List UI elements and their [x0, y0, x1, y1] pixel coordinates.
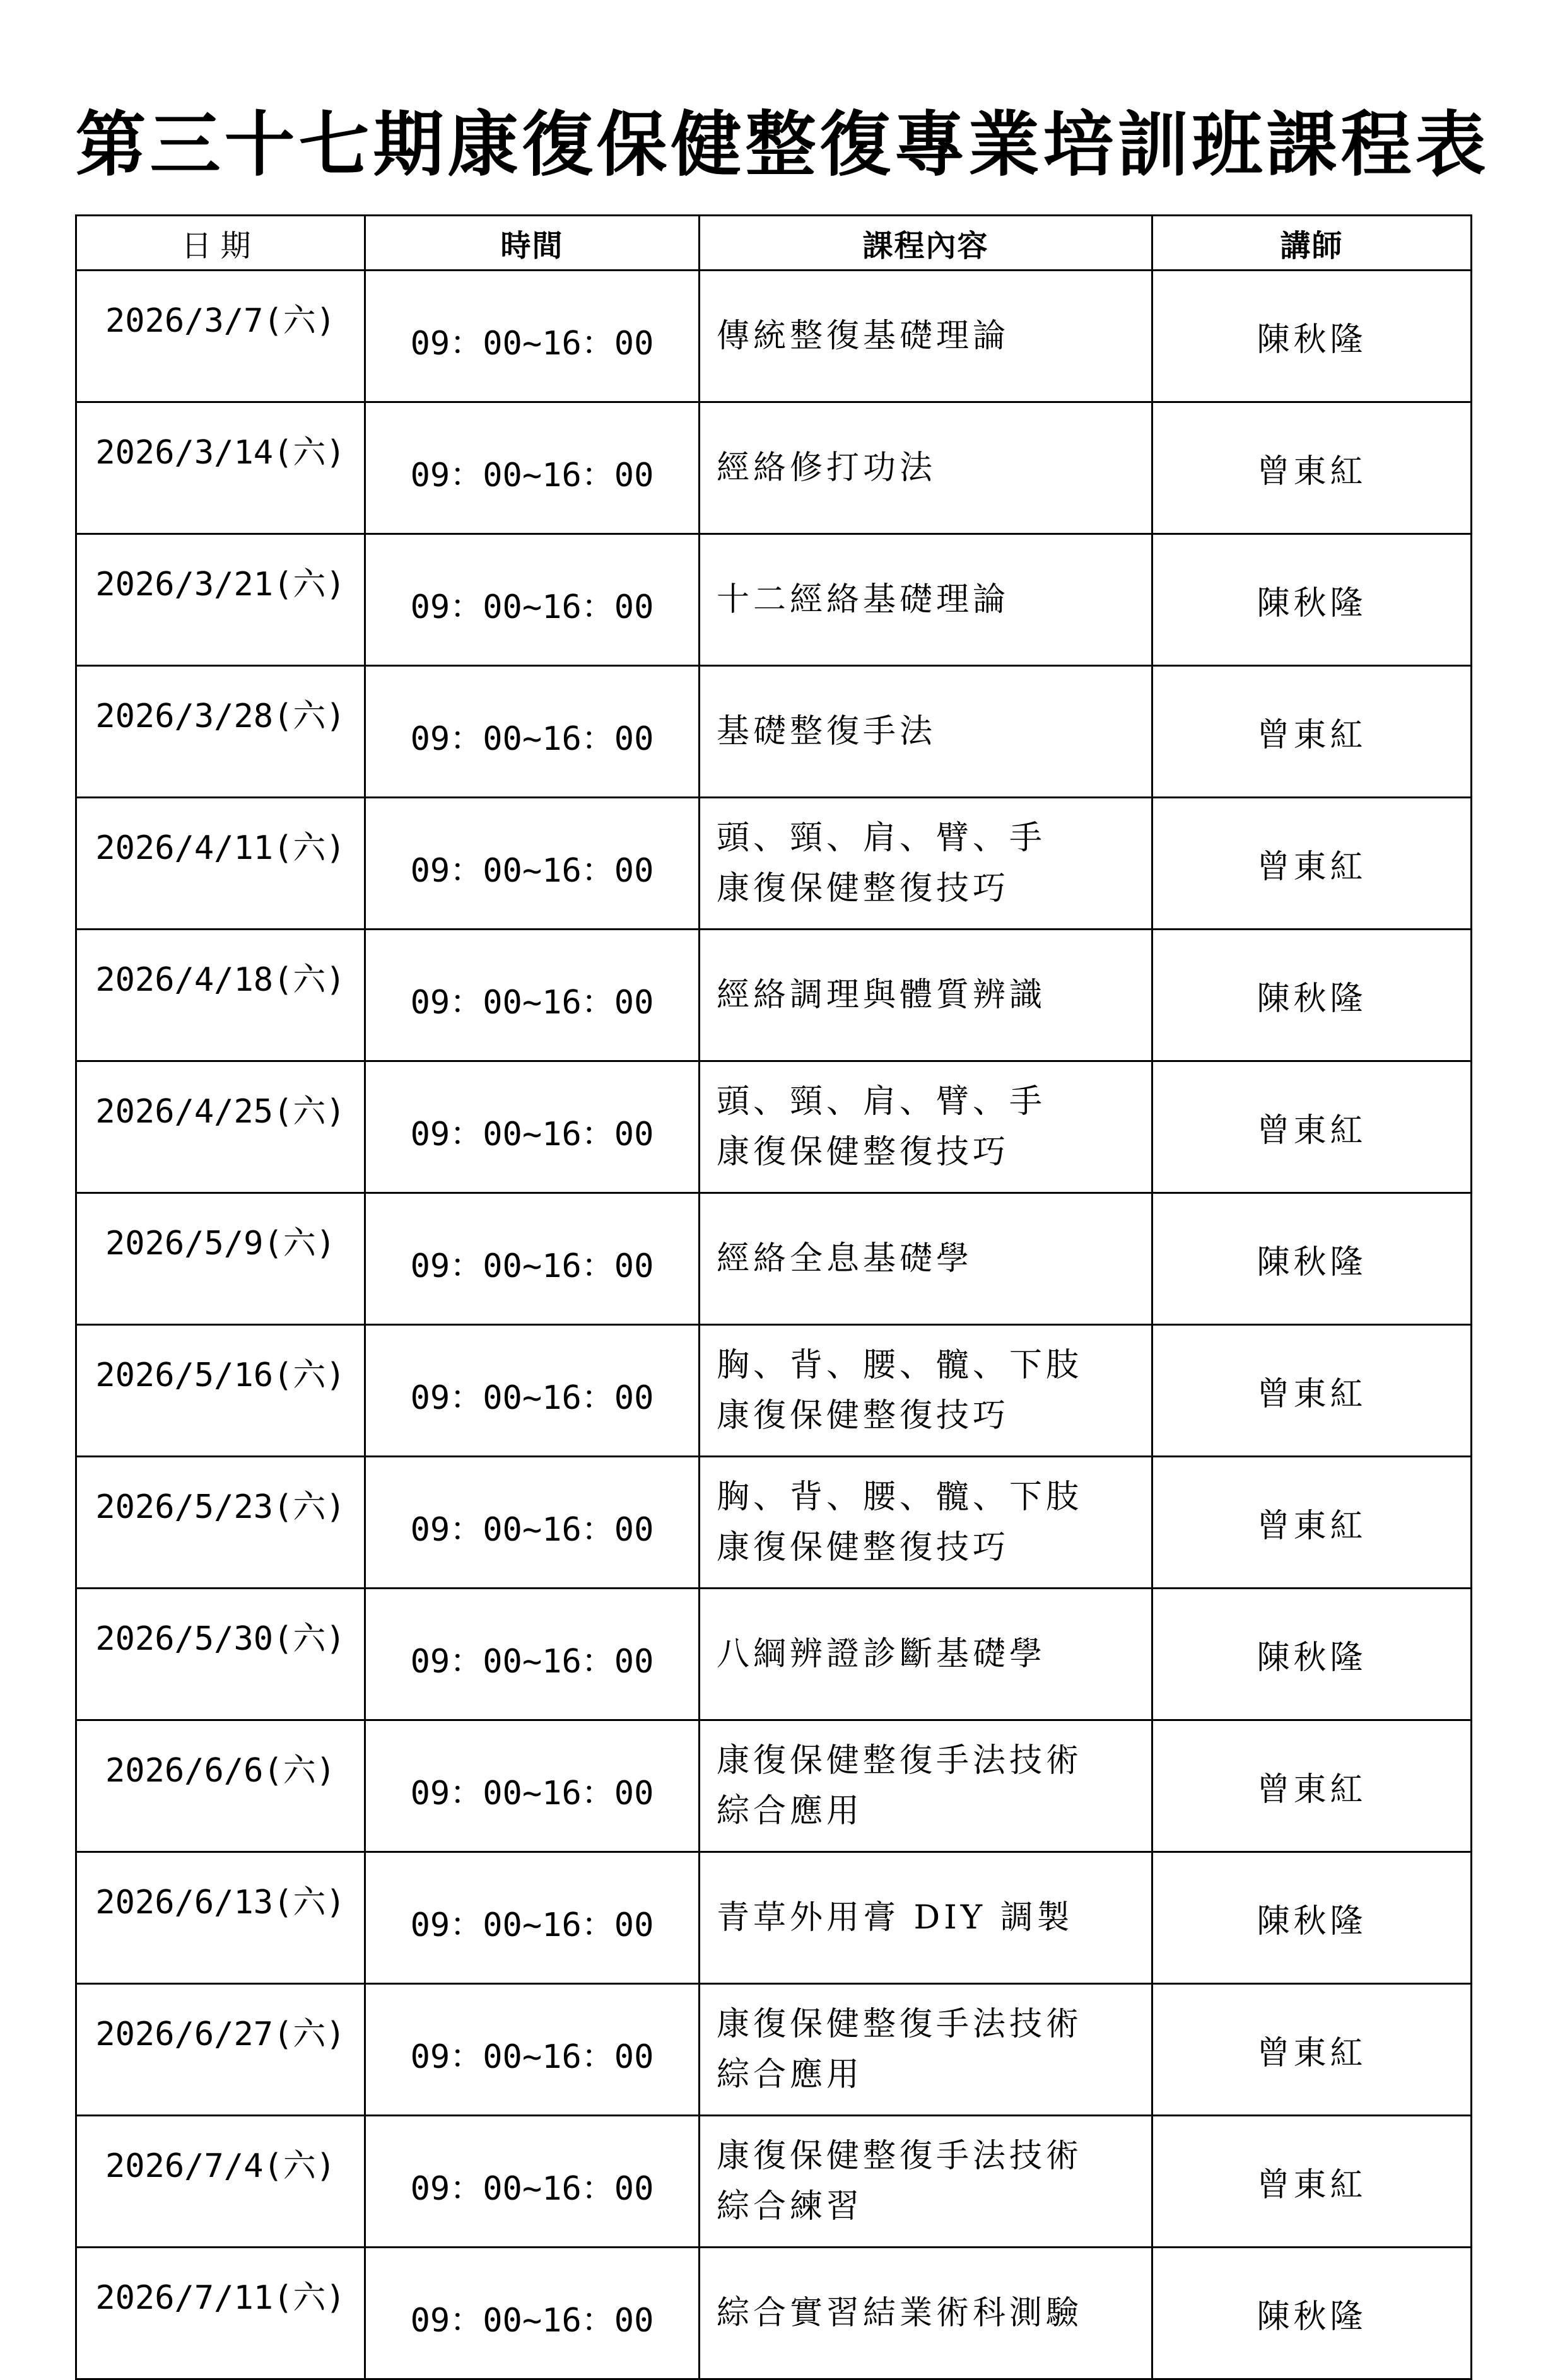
header-teacher: 講師	[1152, 216, 1472, 271]
cell-time: 09：00~16：00	[365, 534, 700, 666]
cell-time: 09：00~16：00	[365, 1325, 700, 1457]
cell-course-content	[700, 1457, 1152, 1589]
cell-date: 2026/6/6(六)	[76, 1720, 365, 1852]
cell-time: 09：00~16：00	[365, 271, 700, 402]
table-row	[76, 1589, 1472, 1720]
cell-teacher: 曾東紅	[1152, 1720, 1472, 1852]
table-row	[76, 666, 1472, 798]
page-title: 第三十七期康復保健整復專業培訓班課程表	[75, 103, 1490, 186]
cell-teacher: 曾東紅	[1152, 402, 1472, 534]
header-time: 時間	[365, 216, 700, 271]
table-row	[76, 1193, 1472, 1325]
table-row	[76, 1720, 1472, 1852]
cell-date: 2026/4/25(六)	[76, 1061, 365, 1193]
table-row	[76, 534, 1472, 666]
cell-time: 09：00~16：00	[365, 1061, 700, 1193]
cell-course-content	[700, 1984, 1152, 2116]
cell-course-content	[700, 534, 1152, 666]
course-content-line: 十二經絡基礎理論	[717, 581, 1010, 619]
course-content-line: 胸、背、腰、髖、下肢	[717, 1346, 1083, 1384]
cell-teacher: 曾東紅	[1152, 1061, 1472, 1193]
course-content-line: 綜合練習	[717, 2188, 864, 2225]
header-date: 日期	[76, 216, 365, 271]
cell-teacher: 陳秋隆	[1152, 534, 1472, 666]
course-content-line: 經絡調理與體質辨識	[717, 976, 1046, 1014]
course-content-line: 八綱辨證診斷基礎學	[717, 1635, 1046, 1673]
cell-course-content	[700, 798, 1152, 930]
cell-course-content	[700, 1061, 1152, 1193]
cell-date: 2026/5/9(六)	[76, 1193, 365, 1325]
cell-time: 09：00~16：00	[365, 1193, 700, 1325]
cell-time: 09：00~16：00	[365, 1852, 700, 1984]
table-row	[76, 1984, 1472, 2116]
cell-teacher: 陳秋隆	[1152, 2248, 1472, 2379]
course-schedule-table	[75, 214, 1472, 2380]
cell-teacher: 陳秋隆	[1152, 1852, 1472, 1984]
cell-teacher: 陳秋隆	[1152, 930, 1472, 1061]
course-content-line: 康復保健整復手法技術	[717, 1742, 1083, 1780]
cell-time: 09：00~16：00	[365, 798, 700, 930]
cell-course-content	[700, 1193, 1152, 1325]
course-content-line: 頭、頸、肩、臂、手	[717, 1083, 1046, 1121]
table-row	[76, 402, 1472, 534]
course-content-line: 經絡全息基礎學	[717, 1240, 973, 1278]
header-content: 課程內容	[700, 216, 1152, 271]
cell-teacher: 曾東紅	[1152, 1457, 1472, 1589]
cell-date: 2026/4/11(六)	[76, 798, 365, 930]
course-content-line: 青草外用膏 DIY 調製	[717, 1899, 1074, 1937]
cell-course-content	[700, 1589, 1152, 1720]
cell-teacher: 曾東紅	[1152, 1325, 1472, 1457]
course-content-line: 綜合應用	[717, 1792, 864, 1830]
cell-teacher: 曾東紅	[1152, 666, 1472, 798]
cell-course-content	[700, 2116, 1152, 2248]
cell-date: 2026/7/4(六)	[76, 2116, 365, 2248]
cell-date: 2026/5/16(六)	[76, 1325, 365, 1457]
cell-course-content	[700, 930, 1152, 1061]
course-content-line: 康復保健整復技巧	[717, 1397, 1010, 1435]
course-content-line: 綜合實習結業術科測驗	[717, 2294, 1083, 2332]
cell-time: 09：00~16：00	[365, 1984, 700, 2116]
cell-course-content	[700, 666, 1152, 798]
table-row	[76, 798, 1472, 930]
cell-course-content	[700, 1852, 1152, 1984]
cell-teacher: 陳秋隆	[1152, 271, 1472, 402]
cell-course-content	[700, 1325, 1152, 1457]
table-header-row	[76, 216, 1472, 271]
course-content-line: 經絡修打功法	[717, 449, 937, 487]
cell-course-content	[700, 271, 1152, 402]
cell-date: 2026/6/13(六)	[76, 1852, 365, 1984]
cell-date: 2026/6/27(六)	[76, 1984, 365, 2116]
course-content-line: 康復保健整復技巧	[717, 1133, 1010, 1171]
table-row	[76, 271, 1472, 402]
table-row	[76, 930, 1472, 1061]
cell-date: 2026/7/11(六)	[76, 2248, 365, 2379]
table-row	[76, 1852, 1472, 1984]
table-body	[76, 271, 1472, 2379]
cell-teacher: 曾東紅	[1152, 2116, 1472, 2248]
cell-time: 09：00~16：00	[365, 1589, 700, 1720]
course-content-line: 傳統整復基礎理論	[717, 317, 1010, 355]
cell-teacher: 陳秋隆	[1152, 1193, 1472, 1325]
cell-date: 2026/4/18(六)	[76, 930, 365, 1061]
cell-teacher: 陳秋隆	[1152, 1589, 1472, 1720]
cell-time: 09：00~16：00	[365, 930, 700, 1061]
cell-date: 2026/3/21(六)	[76, 534, 365, 666]
cell-date: 2026/3/14(六)	[76, 402, 365, 534]
cell-teacher: 曾東紅	[1152, 798, 1472, 930]
course-content-line: 康復保健整復技巧	[717, 870, 1010, 907]
table-row	[76, 1061, 1472, 1193]
cell-time: 09：00~16：00	[365, 1457, 700, 1589]
cell-course-content	[700, 2248, 1152, 2379]
cell-date: 2026/3/28(六)	[76, 666, 365, 798]
cell-course-content	[700, 402, 1152, 534]
course-content-line: 綜合應用	[717, 2056, 864, 2094]
course-content-line: 康復保健整復技巧	[717, 1529, 1010, 1566]
table-row	[76, 2248, 1472, 2379]
cell-course-content	[700, 1720, 1152, 1852]
table-row	[76, 2116, 1472, 2248]
cell-time: 09：00~16：00	[365, 402, 700, 534]
cell-time: 09：00~16：00	[365, 1720, 700, 1852]
table-row	[76, 1325, 1472, 1457]
cell-date: 2026/5/30(六)	[76, 1589, 365, 1720]
cell-date: 2026/5/23(六)	[76, 1457, 365, 1589]
course-content-line: 基礎整復手法	[717, 713, 937, 750]
cell-time: 09：00~16：00	[365, 2116, 700, 2248]
cell-teacher: 曾東紅	[1152, 1984, 1472, 2116]
course-content-line: 康復保健整復手法技術	[717, 2005, 1083, 2043]
cell-time: 09：00~16：00	[365, 2248, 700, 2379]
course-content-line: 胸、背、腰、髖、下肢	[717, 1478, 1083, 1516]
course-content-line: 康復保健整復手法技術	[717, 2137, 1083, 2175]
cell-time: 09：00~16：00	[365, 666, 700, 798]
table-row	[76, 1457, 1472, 1589]
course-content-line: 頭、頸、肩、臂、手	[717, 819, 1046, 857]
cell-date: 2026/3/7(六)	[76, 271, 365, 402]
